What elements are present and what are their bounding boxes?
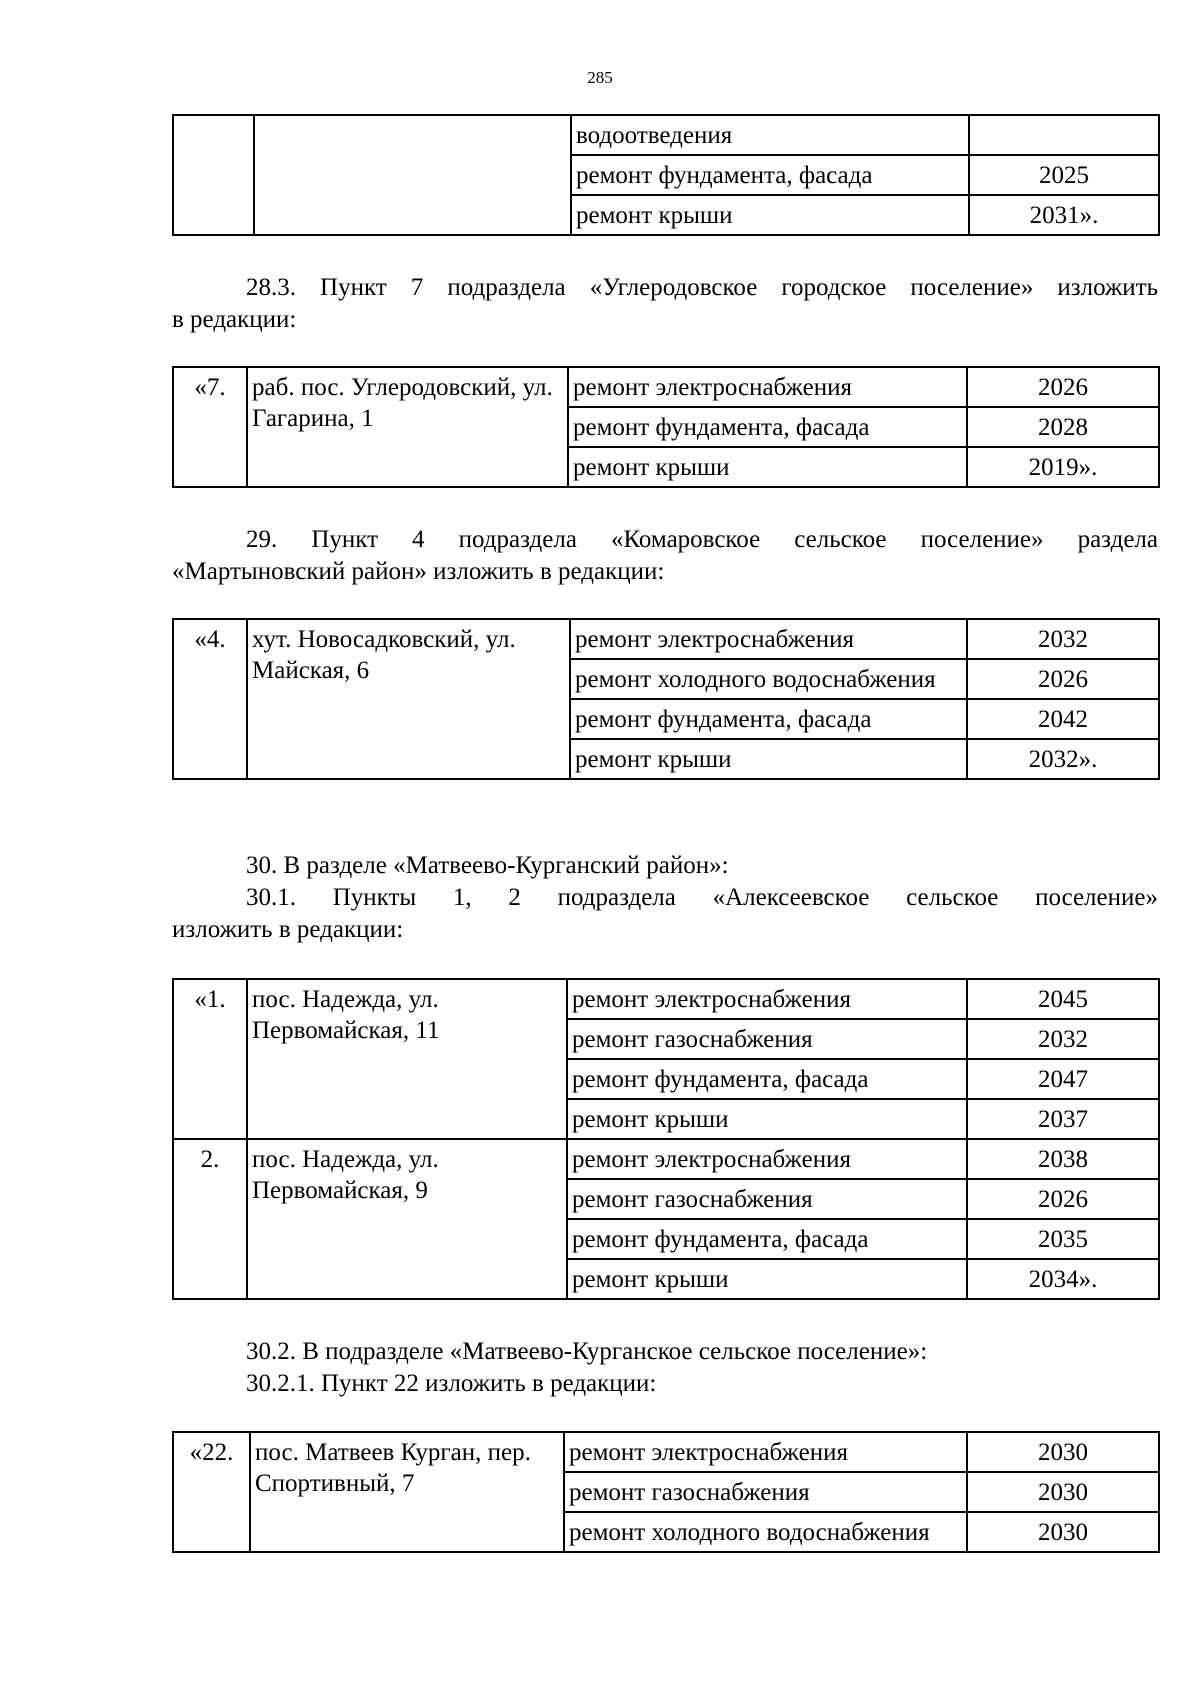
work-cell: ремонт электроснабжения: [567, 979, 967, 1019]
address-cell: хут. Новосадковский, ул. Майская, 6: [247, 619, 570, 779]
num-cell: «1.: [173, 979, 247, 1139]
work-cell: ремонт газоснабжения: [567, 1019, 967, 1059]
paragraph-line: 28.3. Пункт 7 подраздела «Углеродовское городское поселение» изложить: [246, 274, 1158, 301]
address-cell: [254, 115, 571, 235]
work-cell: ремонт фундамента, фасада: [567, 1059, 967, 1099]
work-cell: ремонт крыши: [567, 1259, 967, 1299]
year-cell: 2038: [967, 1139, 1159, 1179]
year-cell: 2034».: [967, 1259, 1159, 1299]
work-cell: ремонт электроснабжения: [570, 619, 967, 659]
paragraph-line: 30. В разделе «Матвеево-Курганский район»:: [246, 852, 729, 879]
year-cell: 2026: [967, 367, 1159, 407]
year-cell: 2032: [967, 619, 1159, 659]
num-cell: «4.: [173, 619, 247, 779]
table-row: [173, 367, 1159, 407]
paragraph-line: в редакции:: [172, 306, 297, 333]
table-item-4: [172, 618, 1160, 780]
table-row: [173, 1432, 1159, 1472]
work-cell: ремонт фундамента, фасада: [570, 699, 967, 739]
work-cell: ремонт холодного водоснабжения: [564, 1512, 967, 1552]
table-row: [173, 619, 1159, 659]
year-cell: 2037: [967, 1099, 1159, 1139]
year-cell: 2047: [967, 1059, 1159, 1099]
work-cell: ремонт крыши: [571, 195, 969, 235]
work-cell: ремонт фундамента, фасада: [571, 155, 969, 195]
year-cell: 2045: [967, 979, 1159, 1019]
num-cell: 2.: [173, 1139, 247, 1299]
address-cell: пос. Надежда, ул. Первомайская, 9: [247, 1139, 567, 1299]
num-cell: «7.: [173, 367, 247, 487]
paragraph-line: 30.2. В подразделе «Матвеево-Курганское сельское поселение»:: [246, 1338, 928, 1365]
work-cell: ремонт холодного водоснабжения: [570, 659, 967, 699]
year-cell: 2030: [967, 1432, 1159, 1472]
table-item-7: [172, 366, 1160, 488]
year-cell: 2025: [969, 155, 1159, 195]
paragraph-line: 30.2.1. Пункт 22 изложить в редакции:: [246, 1370, 657, 1397]
table-continuation: [172, 114, 1160, 236]
num-cell: «22.: [173, 1432, 250, 1552]
year-cell: 2032: [967, 1019, 1159, 1059]
table-items-1-2: [172, 978, 1160, 1300]
table-row: [173, 115, 1159, 155]
year-cell: 2042: [967, 699, 1159, 739]
paragraph-30-2: [172, 1336, 1158, 1400]
year-cell: [969, 115, 1159, 155]
address-cell: раб. пос. Углеродовский, ул. Гагарина, 1: [247, 367, 568, 487]
year-cell: 2026: [967, 659, 1159, 699]
work-cell: ремонт фундамента, фасада: [567, 1219, 967, 1259]
work-cell: ремонт крыши: [567, 1099, 967, 1139]
address-cell: пос. Матвеев Курган, пер. Спортивный, 7: [250, 1432, 564, 1552]
num-cell: [173, 115, 254, 235]
year-cell: 2030: [967, 1472, 1159, 1512]
address-cell: пос. Надежда, ул. Первомайская, 11: [247, 979, 567, 1139]
paragraph-line: изложить в редакции:: [172, 916, 404, 943]
year-cell: 2026: [967, 1179, 1159, 1219]
work-cell: ремонт электроснабжения: [564, 1432, 967, 1472]
table-row: [173, 979, 1159, 1019]
year-cell: 2035: [967, 1219, 1159, 1259]
year-cell: 2028: [967, 407, 1159, 447]
page-number: 285: [587, 68, 613, 87]
table-row: [173, 1139, 1159, 1179]
work-cell: ремонт фундамента, фасада: [568, 407, 967, 447]
work-cell: ремонт крыши: [570, 739, 967, 779]
work-cell: ремонт электроснабжения: [568, 367, 967, 407]
paragraph-28-3: [172, 272, 1158, 336]
work-cell: ремонт газоснабжения: [567, 1179, 967, 1219]
paragraph-line: «Мартыновский район» изложить в редакции:: [172, 558, 665, 585]
year-cell: 2019».: [967, 447, 1159, 487]
work-cell: ремонт крыши: [568, 447, 967, 487]
paragraph-line: 30.1. Пункты 1, 2 подраздела «Алексеевское сельское поселение»: [246, 884, 1158, 911]
year-cell: 2032».: [967, 739, 1159, 779]
paragraph-29: [172, 524, 1158, 588]
year-cell: 2030: [967, 1512, 1159, 1552]
work-cell: ремонт газоснабжения: [564, 1472, 967, 1512]
table-item-22: [172, 1431, 1160, 1553]
paragraph-30: [172, 850, 1158, 946]
paragraph-line: 29. Пункт 4 подраздела «Комаровское сельское поселение» раздела: [246, 526, 1158, 553]
work-cell: водоотведения: [571, 115, 969, 155]
year-cell: 2031».: [969, 195, 1159, 235]
work-cell: ремонт электроснабжения: [567, 1139, 967, 1179]
